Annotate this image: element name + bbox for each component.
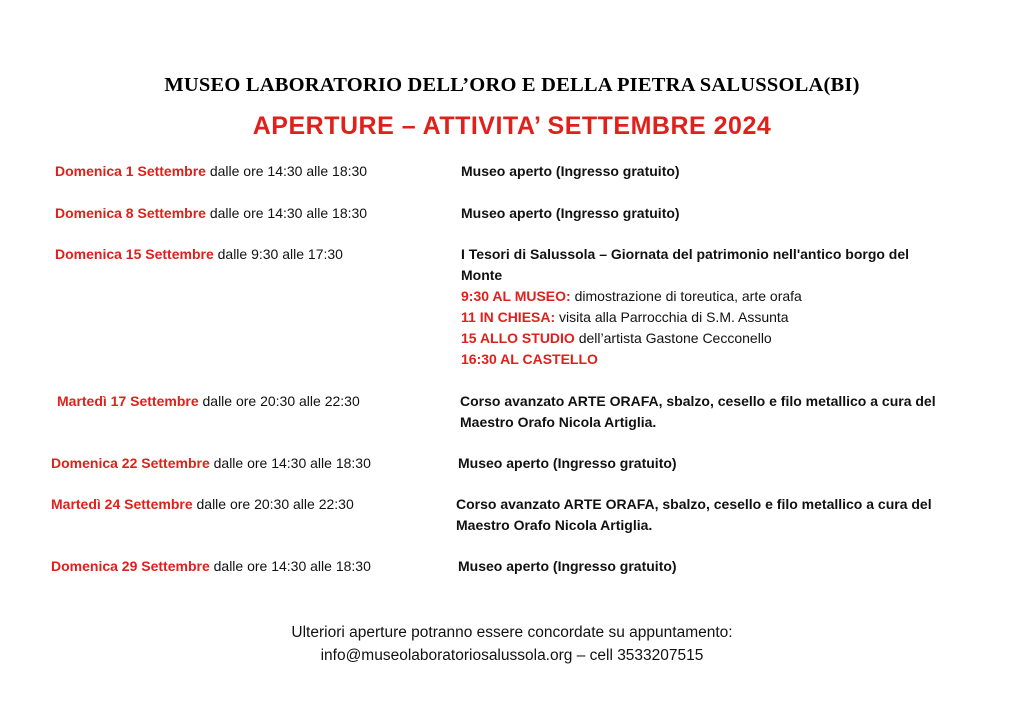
program-label: 11 IN CHIESA: — [461, 309, 556, 325]
program-label: 16:30 AL CASTELLO — [461, 351, 598, 367]
event-when — [51, 556, 371, 577]
program-text: dimostrazione di toreutica, arte orafa — [570, 288, 802, 304]
event-date: Martedì 24 Settembre — [51, 496, 193, 512]
footer — [0, 621, 1024, 667]
program-text: visita alla Parrocchia di S.M. Assunta — [555, 309, 789, 325]
event-when — [51, 453, 371, 474]
event-date: Domenica 8 Settembre — [55, 205, 206, 221]
event-time: dalle ore 20:30 alle 22:30 — [192, 496, 354, 512]
page-title: MUSEO LABORATORIO DELL’ORO E DELLA PIETRA SALUSSOLA(BI) — [164, 74, 860, 96]
event-description: Museo aperto (Ingresso gratuito) — [458, 455, 677, 471]
event-date: Domenica 29 Settembre — [51, 558, 210, 574]
program-item — [461, 307, 951, 328]
event-time: dalle 9:30 alle 17:30 — [213, 246, 343, 262]
event-date: Domenica 1 Settembre — [55, 163, 206, 179]
footer-note: Ulteriori aperture potranno essere concordate su appuntamento: — [291, 624, 733, 641]
event-date: Martedì 17 Settembre — [57, 393, 199, 409]
event-time: dalle ore 14:30 alle 18:30 — [205, 163, 368, 179]
event-time: dalle ore 14:30 alle 18:30 — [205, 205, 368, 221]
event-when — [55, 203, 367, 224]
event-when — [51, 494, 354, 515]
program-text: dell’artista Gastone Cecconello — [574, 330, 772, 346]
event-description: Museo aperto (Ingresso gratuito) — [458, 558, 677, 574]
event-when — [55, 244, 343, 265]
event-date: Domenica 22 Settembre — [51, 455, 210, 471]
event-details — [461, 244, 951, 370]
event-description: Corso avanzato ARTE ORAFA, sbalzo, cesello e filo metallico a cura del Maestro Orafo Nicola Artiglia. — [460, 393, 936, 430]
program-item — [461, 286, 951, 307]
event-time: dalle ore 20:30 alle 22:30 — [198, 393, 360, 409]
event-when — [55, 161, 367, 182]
event-date: Domenica 15 Settembre — [55, 246, 214, 262]
event-description: I Tesori di Salussola – Giornata del patrimonio nell'antico borgo del Monte — [461, 246, 910, 283]
program-item — [461, 349, 951, 370]
event-time: dalle ore 14:30 alle 18:30 — [209, 455, 371, 471]
footer-contact: info@museolaboratoriosalussola.org – cell 3533207515 — [320, 647, 704, 664]
event-when — [57, 391, 360, 412]
event-time: dalle ore 14:30 alle 18:30 — [209, 558, 371, 574]
page-subtitle: APERTURE – ATTIVITA’ SETTEMBRE 2024 — [252, 112, 772, 140]
program-label: 9:30 AL MUSEO: — [461, 288, 571, 304]
event-description: Corso avanzato ARTE ORAFA, sbalzo, cesello e filo metallico a cura del Maestro Orafo Nicola Artiglia. — [456, 496, 932, 533]
event-description: Museo aperto (Ingresso gratuito) — [461, 163, 680, 179]
event-description: Museo aperto (Ingresso gratuito) — [461, 205, 680, 221]
program-label: 15 ALLO STUDIO — [461, 330, 575, 346]
program-item — [461, 328, 951, 349]
